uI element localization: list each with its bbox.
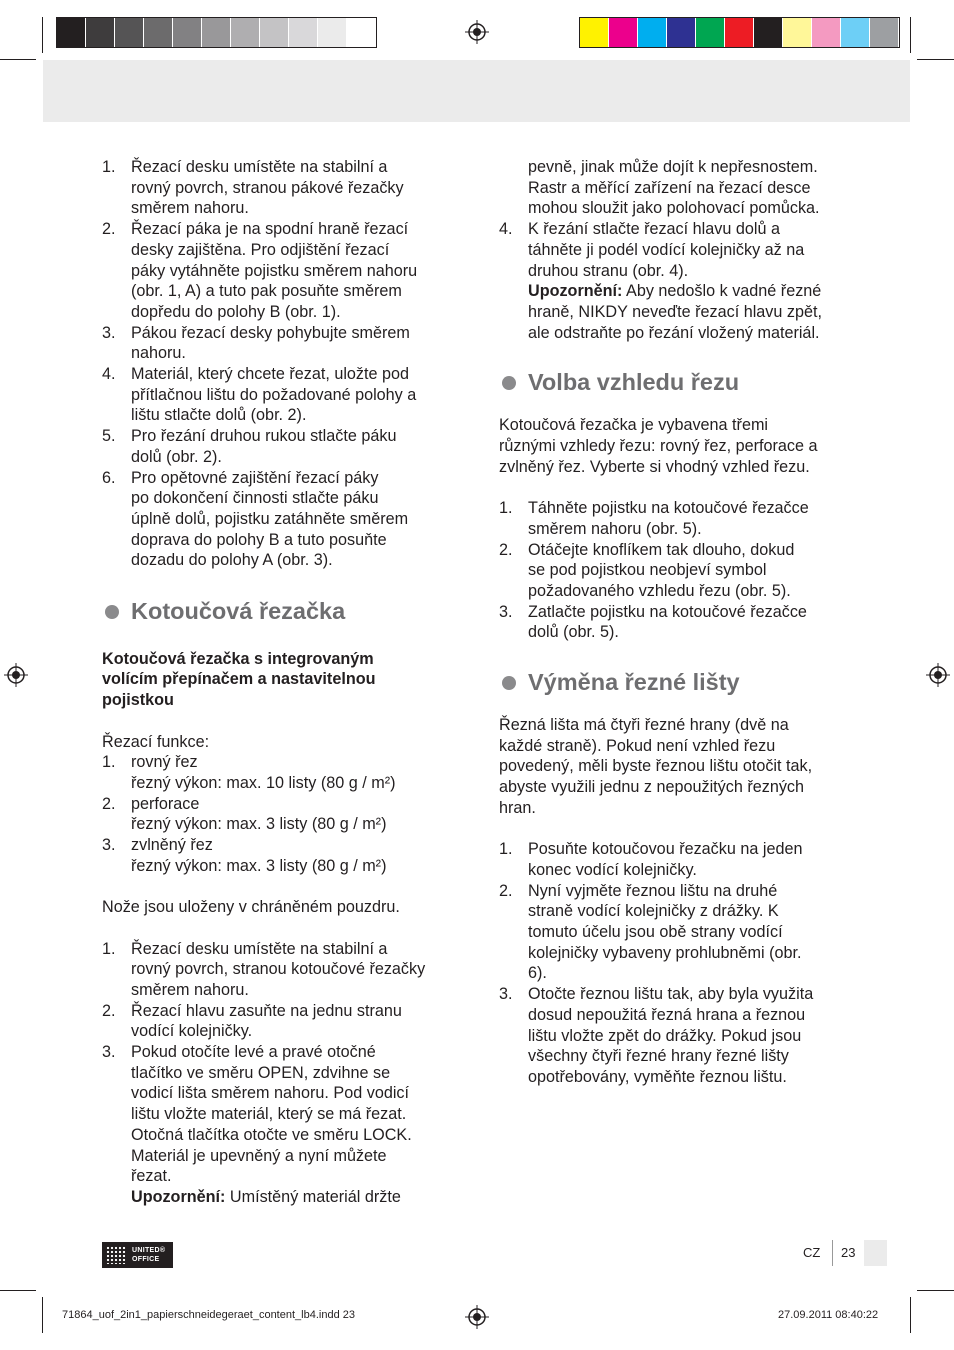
- list-item: [102, 794, 460, 835]
- list-item: [499, 498, 859, 539]
- color-swatch: [231, 18, 260, 47]
- color-swatch: [725, 18, 754, 47]
- text-line: Rastr a měřící zařízení na řezací desce: [528, 178, 811, 197]
- list-item: [102, 835, 460, 876]
- item-text: (obr. 1, A) a tuto pak posuňte směrem: [131, 282, 402, 301]
- item-text: Řezací desku umístěte na stabilní a: [131, 158, 388, 176]
- item-number: 1.: [102, 939, 116, 958]
- note-label: Upozornění:: [528, 282, 623, 301]
- item-number: 3.: [499, 602, 513, 621]
- text-line: každé straně). Pokud není vzhled řezu: [499, 736, 776, 755]
- item-number: 3.: [499, 985, 513, 1004]
- item-text: rovný řez: [131, 753, 198, 772]
- item-text: K řezání stlačte řezací hlavu dolů a: [528, 220, 780, 239]
- crop-mark: [917, 1290, 954, 1291]
- section-heading-cut-style: [499, 367, 859, 397]
- text-line: hran.: [499, 798, 536, 817]
- list-item: [102, 364, 460, 426]
- slug-date: 27.09.2011 08:40:22: [778, 1309, 879, 1321]
- color-swatch: [667, 18, 696, 47]
- registration-mark-icon: [465, 20, 489, 44]
- header-band: [43, 60, 910, 122]
- list-item: [499, 984, 859, 1088]
- list-item: [499, 881, 859, 985]
- item-number: 1.: [102, 158, 116, 176]
- item-text: řezný výkon: max. 3 listy (80 g / m²): [131, 856, 387, 875]
- item-text: lištu vložte materiál, který se má řezat.: [131, 1105, 407, 1124]
- registration-mark-icon: [926, 663, 950, 687]
- color-swatch: [638, 18, 667, 47]
- color-swatch: [754, 18, 783, 47]
- section-heading-blade-replacement: [499, 667, 859, 697]
- item-number: 2.: [102, 1001, 116, 1020]
- item-text: dolů (obr. 2).: [131, 447, 222, 466]
- item-text: táhněte ji podél vodící kolejničky až na: [528, 240, 805, 259]
- item-text: zvlněný řez: [131, 836, 213, 855]
- item-text: Materiál je upevněný a nyní můžete: [131, 1146, 387, 1165]
- list-item: [102, 468, 460, 572]
- item-number: 1.: [102, 753, 116, 772]
- list-item: [102, 219, 460, 323]
- item-text: dopředu do polohy B (obr. 1).: [131, 302, 341, 321]
- slug-file-info: 71864_uof_2in1_papierschneidegeraet_content_lb4.indd 23: [62, 1309, 355, 1321]
- item-text: lištu vložte zpět do drážky. Pokud jsou: [528, 1026, 802, 1045]
- item-number: 3.: [102, 1043, 116, 1062]
- text-line: různými vzhledy řezu: rovný řez, perforace a: [499, 437, 818, 456]
- item-text: Táhněte pojistku na kotoučové řezačce: [528, 499, 809, 518]
- list-item: [102, 157, 460, 219]
- crop-mark: [910, 1297, 911, 1333]
- color-swatch: [347, 18, 376, 47]
- item-text: opotřebovány, vyměňte řeznou lištu.: [528, 1067, 787, 1086]
- color-swatch: [144, 18, 173, 47]
- list-item: [102, 1001, 460, 1042]
- item-text: Pokud otočíte levé a pravé otočné: [131, 1043, 376, 1062]
- item-text: vodící kolejničky.: [131, 1022, 253, 1041]
- item-text: Materiál, který chcete řezat, uložte pod: [131, 365, 410, 384]
- text-line: povedený, měli byste řeznou lištu otočit tak,: [499, 757, 813, 776]
- color-swatch: [812, 18, 841, 47]
- item-text: rovný povrch, stranou pákové řezačky: [131, 178, 404, 197]
- bullet-icon: [502, 676, 516, 690]
- list-item: [499, 219, 859, 281]
- item-text: straně vodící kolejničky z drážky. K: [528, 902, 779, 921]
- note: [499, 281, 859, 343]
- item-text: se pod pojistkou neobjeví symbol: [528, 561, 767, 580]
- item-text: Řezací páka je na spodní hraně řezací: [131, 220, 409, 239]
- crop-mark: [910, 17, 911, 53]
- item-number: 2.: [499, 881, 513, 900]
- item-text: řezný výkon: max. 3 listy (80 g / m²): [131, 815, 387, 834]
- list-item: [102, 752, 460, 793]
- text-line: abyste využili jednu z nepoužitých řezných: [499, 778, 805, 797]
- item-text: tomuto účelu jsou obě strany vodící: [528, 923, 783, 942]
- color-swatch: [609, 18, 638, 47]
- item-text: požadovaného vzhledu řezu (obr. 5).: [528, 581, 791, 600]
- heading-text: Volba vzhledu řezu: [528, 369, 740, 396]
- color-swatch: [57, 18, 86, 47]
- color-swatch: [260, 18, 289, 47]
- color-swatch: [580, 18, 609, 47]
- item-text: Pro opětovné zajištění řezací páky: [131, 468, 379, 487]
- text-line: Kotoučová řezačka je vybavena třemi: [499, 416, 769, 435]
- item-text: tlačítko ve směru OPEN, zdvihne se: [131, 1063, 391, 1082]
- item-text: dolů (obr. 5).: [528, 623, 619, 642]
- subheading-line: Kotoučová řezačka s integrovaným: [102, 649, 374, 668]
- item-text: lištu stlačte dolů (obr. 2).: [131, 406, 307, 425]
- note-text: Aby nedošlo k vadné řezné: [622, 282, 822, 301]
- item-text: páky vytáhněte pojistku směrem nahoru: [131, 261, 418, 280]
- item-number: 2.: [499, 540, 513, 559]
- right-column: [499, 157, 859, 1088]
- crop-mark: [42, 17, 43, 53]
- subheading: [102, 649, 460, 711]
- section-heading-rotary-cutter: [102, 596, 460, 626]
- list-item: [499, 540, 859, 602]
- item-text: Otočte řeznou lištu tak, aby byla využita: [528, 985, 814, 1004]
- item-text: Pro řezání druhou rukou stlačte páku: [131, 427, 397, 446]
- logo-dots-icon: [106, 1246, 126, 1264]
- item-number: 5.: [102, 427, 116, 446]
- registration-mark-icon: [4, 663, 28, 687]
- list-item: [102, 1042, 460, 1187]
- functions-label: Řezací funkce:: [102, 732, 210, 751]
- item-text: dosud nepoužitá řezná hrana a řeznou: [528, 1005, 806, 1024]
- item-text: Pákou řezací desky pohybujte směrem: [131, 323, 410, 342]
- note-line: ale odstraňte po řezání vložený materiál.: [528, 323, 820, 342]
- page-tab: [864, 1240, 887, 1266]
- crop-mark: [42, 1297, 43, 1333]
- list-item: [499, 602, 859, 643]
- item-text: směrem nahoru.: [131, 980, 249, 999]
- item-text: Zatlačte pojistku na kotoučové řezačce: [528, 602, 807, 621]
- color-swatch: [318, 18, 347, 47]
- knives-note: Nože jsou uloženy v chráněném pouzdru.: [102, 898, 400, 917]
- process-color-bar: [579, 17, 900, 48]
- logo-line-2: OFFICE: [132, 1256, 160, 1263]
- note-label: Upozornění:: [131, 1187, 226, 1206]
- item-text: dozadu do polohy A (obr. 3).: [131, 551, 333, 570]
- text-line: Řezná lišta má čtyři řezné hrany (dvě na: [499, 716, 789, 735]
- subheading-line: volícím přepínačem a nastavitelnou: [102, 670, 376, 689]
- item-number: 3.: [102, 836, 116, 855]
- rotary-cutter-steps: [102, 939, 460, 1187]
- language-code: CZ: [803, 1245, 821, 1260]
- color-swatch: [783, 18, 812, 47]
- list-item: [499, 839, 859, 880]
- item-text: Otočná tlačítka otočte ve směru LOCK.: [131, 1125, 412, 1144]
- item-text: rovný povrch, stranou kotoučové řezačky: [131, 960, 426, 979]
- item-number: 4.: [499, 220, 513, 239]
- item-text: konec vodící kolejničky.: [528, 860, 697, 879]
- color-swatch: [289, 18, 318, 47]
- item-text: doprava do polohy B a tuto posuňte: [131, 530, 387, 549]
- item-text: Nyní vyjměte řeznou lištu na druhé: [528, 881, 778, 900]
- item-text: řezat.: [131, 1167, 172, 1186]
- crop-mark: [0, 1290, 36, 1291]
- item-text: kolejničky vybaveny prohlubněmi (obr.: [528, 943, 802, 962]
- item-text: vodicí lišta směrem nahoru. Pod vodicí: [131, 1084, 410, 1103]
- cut-style-steps: [499, 498, 859, 643]
- lever-cutter-steps: [102, 157, 460, 571]
- continued-text: [499, 157, 859, 219]
- grayscale-color-bar: [56, 17, 377, 48]
- color-swatch: [202, 18, 231, 47]
- rotary-cutter-step-4: [499, 219, 859, 281]
- color-swatch: [696, 18, 725, 47]
- heading-text: Výměna řezné lišty: [528, 669, 740, 696]
- text-line: pevně, jinak může dojít k nepřesnostem.: [528, 158, 818, 176]
- note-text: Umístěný materiál držte: [225, 1187, 401, 1206]
- note: [102, 1187, 460, 1208]
- item-number: 3.: [102, 323, 116, 342]
- item-text: druhou stranu (obr. 4).: [528, 261, 689, 280]
- blade-replacement-steps: [499, 839, 859, 1087]
- crop-mark: [917, 59, 954, 60]
- item-text: desky zajištěna. Pro odjištění řezací: [131, 240, 390, 259]
- page-number: 23: [841, 1245, 856, 1260]
- item-text: Otáčejte knoflíkem tak dlouho, dokud: [528, 540, 795, 559]
- item-text: směrem nahoru.: [131, 199, 249, 218]
- bullet-icon: [105, 605, 119, 619]
- item-text: Řezací hlavu zasuňte na jednu stranu: [131, 1001, 402, 1020]
- item-text: úplně dolů, pojistku zatáhněte směrem: [131, 509, 409, 528]
- item-number: 4.: [102, 365, 116, 384]
- item-number: 2.: [102, 220, 116, 239]
- item-text: řezný výkon: max. 10 listy (80 g / m²): [131, 773, 396, 792]
- cut-style-intro: [499, 415, 859, 477]
- color-swatch: [841, 18, 870, 47]
- left-column: [102, 157, 460, 1208]
- color-swatch: [115, 18, 144, 47]
- item-text: přítlačnou lištu do požadované polohy a: [131, 385, 417, 404]
- crop-mark: [0, 59, 36, 60]
- item-text: Řezací desku umístěte na stabilní a: [131, 939, 388, 958]
- item-number: 1.: [499, 499, 513, 518]
- item-number: 1.: [499, 840, 513, 859]
- text-line: zvlněný řez. Vyberte si vhodný vzhled řezu.: [499, 457, 810, 476]
- logo-line-1: UNITED®: [132, 1247, 166, 1254]
- item-text: nahoru.: [131, 344, 186, 363]
- text-line: mohou sloužit jako polohovací pomůcka.: [528, 199, 820, 218]
- item-text: perforace: [131, 794, 200, 813]
- list-item: [102, 323, 460, 364]
- divider: [832, 1240, 833, 1266]
- united-office-logo: [102, 1242, 173, 1268]
- note-line: [528, 281, 859, 302]
- item-text: 6).: [528, 964, 547, 983]
- color-swatch: [173, 18, 202, 47]
- item-text: všechny čtyři řezné hrany řezné lišty: [528, 1047, 789, 1066]
- item-text: po dokončení činnosti stlačte páku: [131, 489, 379, 508]
- color-swatch: [870, 18, 899, 47]
- item-text: směrem nahoru (obr. 5).: [528, 519, 702, 538]
- item-number: 6.: [102, 468, 116, 487]
- heading-text: Kotoučová řezačka: [131, 597, 346, 624]
- item-number: 2.: [102, 794, 116, 813]
- item-text: Posuňte kotoučovou řezačku na jeden: [528, 840, 803, 859]
- list-item: [102, 939, 460, 1001]
- blade-intro: [499, 715, 859, 819]
- color-swatch: [86, 18, 115, 47]
- registration-mark-icon: [465, 1305, 489, 1329]
- cutting-functions-list: [102, 752, 460, 876]
- bullet-icon: [502, 376, 516, 390]
- list-item: [102, 426, 460, 467]
- subheading-line: pojistkou: [102, 691, 174, 710]
- note-line: hraně, NIKDY neveďte řezací hlavu zpět,: [528, 302, 822, 321]
